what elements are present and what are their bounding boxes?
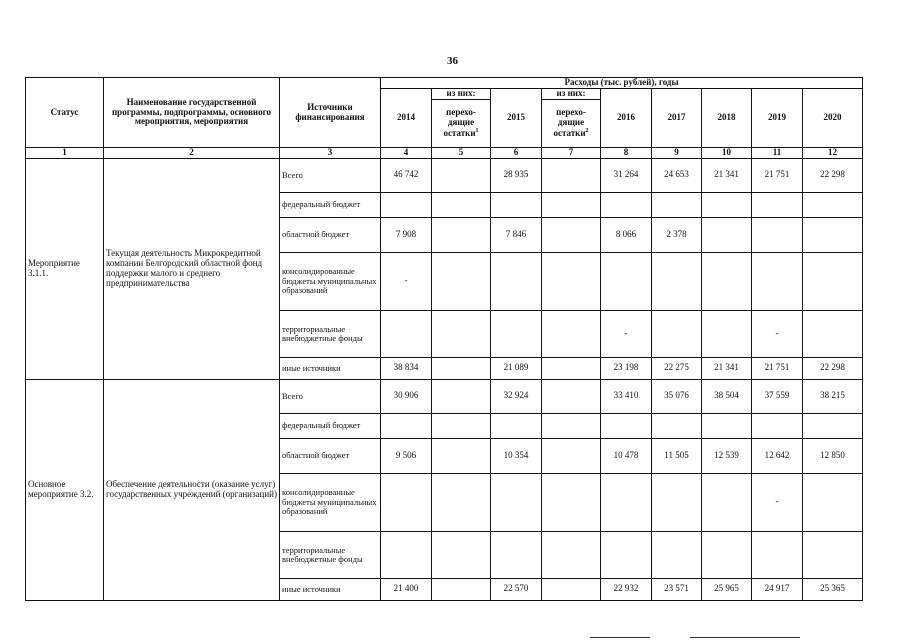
value-cell-v2015: [491, 192, 542, 217]
value-cell-c2: [542, 192, 601, 217]
value-cell-v2014: 7 908: [381, 217, 432, 252]
value-cell-v2018: 21 341: [702, 158, 752, 192]
header-expenses: Расходы (тыс. рублей), годы: [381, 78, 863, 89]
value-cell-v2016: [601, 192, 652, 217]
value-cell-v2014: 30 906: [381, 379, 432, 413]
header-carryover-2: [542, 100, 601, 148]
value-cell-v2017: [652, 192, 702, 217]
value-cell-v2015: 7 846: [491, 217, 542, 252]
value-cell-v2019: 12 642: [752, 438, 803, 473]
budget-table: [25, 77, 863, 601]
value-cell-v2016: -: [601, 310, 652, 357]
value-cell-c2: [542, 473, 601, 531]
value-cell-v2015: [491, 531, 542, 578]
value-cell-v2018: [702, 192, 752, 217]
value-cell-v2017: [652, 413, 702, 438]
value-cell-v2018: [702, 413, 752, 438]
header-status: Статус: [26, 78, 104, 148]
value-cell-v2019: 21 751: [752, 158, 803, 192]
value-cell-c2: [542, 413, 601, 438]
column-number: 5: [432, 148, 491, 159]
value-cell-v2016: 10 478: [601, 438, 652, 473]
funding-source-cell: консолидированные бюджеты муниципальных образований: [280, 473, 381, 531]
value-cell-c2: [542, 310, 601, 357]
program-name-cell: Обеспечение деятельности (оказание услуг) государственных учреждений (организаций): [104, 379, 280, 600]
column-number: 8: [601, 148, 652, 159]
value-cell-v2015: [491, 310, 542, 357]
header-year-2020: 2020: [803, 89, 863, 148]
page-number: 36: [447, 55, 458, 67]
column-number: 11: [752, 148, 803, 159]
value-cell-v2016: [601, 531, 652, 578]
value-cell-v2016: 33 410: [601, 379, 652, 413]
value-cell-v2018: [702, 531, 752, 578]
value-cell-v2016: 8 066: [601, 217, 652, 252]
scan-edge-mark: [690, 637, 800, 638]
funding-source-cell: иные источники: [280, 357, 381, 379]
value-cell-c2: [542, 578, 601, 600]
value-cell-v2020: [803, 192, 863, 217]
header-year-2015: 2015: [491, 89, 542, 148]
value-cell-v2020: 25 365: [803, 578, 863, 600]
funding-source-cell: федеральный бюджет: [280, 413, 381, 438]
value-cell-v2015: 32 924: [491, 379, 542, 413]
value-cell-v2016: 22 932: [601, 578, 652, 600]
value-cell-c1: [432, 531, 491, 578]
value-cell-v2014: -: [381, 252, 432, 310]
value-cell-v2016: 23 198: [601, 357, 652, 379]
value-cell-v2020: 12 850: [803, 438, 863, 473]
carryover-label-1: перехо-дящие остатки: [443, 107, 476, 138]
value-cell-v2017: 11 505: [652, 438, 702, 473]
value-cell-v2014: [381, 413, 432, 438]
column-number: 9: [652, 148, 702, 159]
column-number: 4: [381, 148, 432, 159]
value-cell-v2018: 21 341: [702, 357, 752, 379]
value-cell-c1: [432, 192, 491, 217]
value-cell-v2016: [601, 252, 652, 310]
value-cell-c2: [542, 531, 601, 578]
value-cell-c1: [432, 438, 491, 473]
column-number: 2: [104, 148, 280, 159]
column-number: 12: [803, 148, 863, 159]
status-cell: Основное мероприятие 3.2.: [26, 379, 104, 600]
header-name: Наименование государственной программы, подпрограммы, основного мероприятия, мероприятия: [104, 78, 280, 148]
value-cell-v2017: [652, 252, 702, 310]
column-number: 1: [26, 148, 104, 159]
value-cell-v2014: [381, 192, 432, 217]
header-of-which-2: из них:: [542, 89, 601, 100]
value-cell-v2020: 22 298: [803, 357, 863, 379]
funding-source-cell: консолидированные бюджеты муниципальных образований: [280, 252, 381, 310]
value-cell-v2015: 21 089: [491, 357, 542, 379]
value-cell-v2015: [491, 252, 542, 310]
value-cell-v2019: -: [752, 473, 803, 531]
value-cell-v2018: 12 539: [702, 438, 752, 473]
footnote-1: 1: [475, 127, 479, 134]
value-cell-c1: [432, 217, 491, 252]
value-cell-v2014: 9 506: [381, 438, 432, 473]
funding-source-cell: федеральный бюджет: [280, 192, 381, 217]
value-cell-c1: [432, 357, 491, 379]
value-cell-c1: [432, 413, 491, 438]
value-cell-v2014: [381, 473, 432, 531]
funding-source-cell: территориальные внебюджетные фонды: [280, 310, 381, 357]
value-cell-v2014: [381, 531, 432, 578]
value-cell-v2019: [752, 413, 803, 438]
value-cell-c1: [432, 473, 491, 531]
header-year-2017: 2017: [652, 89, 702, 148]
value-cell-c2: [542, 438, 601, 473]
value-cell-v2015: 22 570: [491, 578, 542, 600]
table-row: [26, 158, 863, 192]
value-cell-v2019: [752, 217, 803, 252]
value-cell-v2019: 24 917: [752, 578, 803, 600]
funding-source-cell: иные источники: [280, 578, 381, 600]
value-cell-v2014: [381, 310, 432, 357]
value-cell-v2020: 38 215: [803, 379, 863, 413]
column-number: 3: [280, 148, 381, 159]
status-cell: Мероприятие 3.1.1.: [26, 158, 104, 379]
funding-source-cell: областной бюджет: [280, 438, 381, 473]
value-cell-v2020: [803, 473, 863, 531]
value-cell-v2018: 25 965: [702, 578, 752, 600]
value-cell-c2: [542, 217, 601, 252]
value-cell-v2020: [803, 413, 863, 438]
funding-source-cell: областной бюджет: [280, 217, 381, 252]
value-cell-v2019: [752, 192, 803, 217]
value-cell-v2019: 21 751: [752, 357, 803, 379]
value-cell-v2019: [752, 252, 803, 310]
value-cell-v2017: 24 653: [652, 158, 702, 192]
value-cell-v2016: 31 264: [601, 158, 652, 192]
value-cell-v2015: 10 354: [491, 438, 542, 473]
footnote-2: 2: [585, 127, 589, 134]
column-number: 6: [491, 148, 542, 159]
value-cell-v2015: [491, 473, 542, 531]
value-cell-c1: [432, 310, 491, 357]
value-cell-v2017: [652, 473, 702, 531]
value-cell-v2014: 46 742: [381, 158, 432, 192]
value-cell-c2: [542, 252, 601, 310]
value-cell-v2020: 22 298: [803, 158, 863, 192]
header-year-2016: 2016: [601, 89, 652, 148]
column-number: 7: [542, 148, 601, 159]
value-cell-v2016: [601, 413, 652, 438]
table-row: [26, 379, 863, 413]
value-cell-v2015: [491, 413, 542, 438]
program-name-cell: Текущая деятельность Микрокредитной компании Белгородский областной фонд поддержки малого и среднего предпринимательства: [104, 158, 280, 379]
funding-source-cell: Всего: [280, 158, 381, 192]
value-cell-c1: [432, 252, 491, 310]
value-cell-v2020: [803, 310, 863, 357]
value-cell-v2017: 35 076: [652, 379, 702, 413]
value-cell-v2019: -: [752, 310, 803, 357]
value-cell-v2018: [702, 252, 752, 310]
header-year-2014: 2014: [381, 89, 432, 148]
funding-source-cell: Всего: [280, 379, 381, 413]
value-cell-c1: [432, 578, 491, 600]
header-carryover-1: [432, 100, 491, 148]
value-cell-v2017: [652, 531, 702, 578]
value-cell-c2: [542, 379, 601, 413]
value-cell-c2: [542, 158, 601, 192]
value-cell-v2019: 37 559: [752, 379, 803, 413]
funding-source-cell: территориальные внебюджетные фонды: [280, 531, 381, 578]
value-cell-c1: [432, 158, 491, 192]
value-cell-v2017: 23 571: [652, 578, 702, 600]
value-cell-v2018: 38 504: [702, 379, 752, 413]
value-cell-v2018: [702, 217, 752, 252]
value-cell-v2016: [601, 473, 652, 531]
value-cell-v2019: [752, 531, 803, 578]
column-numbers-row: [26, 148, 863, 159]
value-cell-v2014: 21 400: [381, 578, 432, 600]
value-cell-v2014: 38 834: [381, 357, 432, 379]
header-year-2019: 2019: [752, 89, 803, 148]
value-cell-v2018: [702, 473, 752, 531]
header-year-2018: 2018: [702, 89, 752, 148]
scan-edge-mark: [590, 637, 650, 638]
header-of-which-1: из них:: [432, 89, 491, 100]
value-cell-v2015: 28 935: [491, 158, 542, 192]
value-cell-v2017: 22 275: [652, 357, 702, 379]
column-number: 10: [702, 148, 752, 159]
value-cell-v2018: [702, 310, 752, 357]
value-cell-v2020: [803, 252, 863, 310]
value-cell-v2020: [803, 531, 863, 578]
value-cell-v2020: [803, 217, 863, 252]
value-cell-v2017: [652, 310, 702, 357]
value-cell-c2: [542, 357, 601, 379]
carryover-label-2: перехо-дящие остатки: [553, 107, 586, 138]
value-cell-c1: [432, 379, 491, 413]
value-cell-v2017: 2 378: [652, 217, 702, 252]
header-sources: Источники финансирования: [280, 78, 381, 148]
